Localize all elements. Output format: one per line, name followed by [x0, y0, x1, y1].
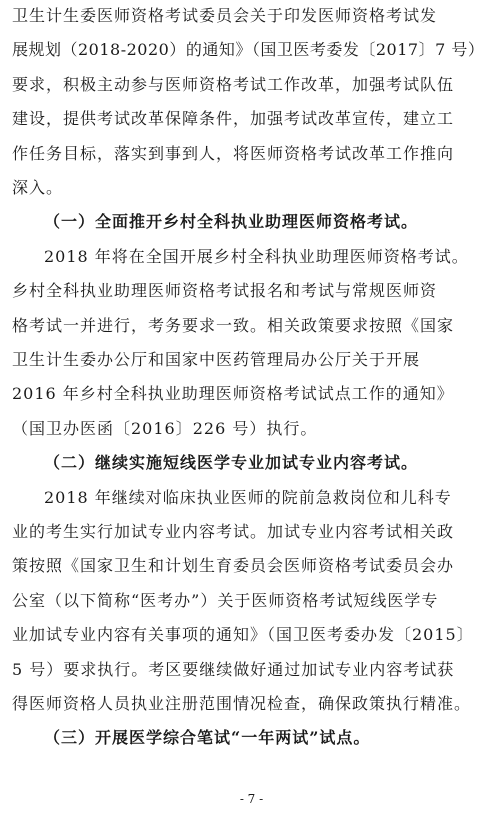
body-text-line: 展规划（2018-2020）的通知》（国卫医考委发〔2017〕7 号）	[12, 40, 485, 59]
body-text-line: 业加试专业内容有关事项的通知》（国卫医考委办发〔2015〕	[12, 625, 474, 644]
section-heading-2: （二）继续实施短线医学专业加试专业内容考试。	[44, 453, 419, 472]
body-text-line: 乡村全科执业助理医师资格考试报名和考试与常规医师资	[12, 281, 438, 300]
body-text-line: 策按照《国家卫生和计划生育委员会医师资格考试委员会办	[12, 556, 455, 575]
section-heading-1: （一）全面推开乡村全科执业助理医师资格考试。	[44, 212, 419, 231]
body-text-line: 深入。	[12, 178, 64, 197]
body-text-line: 得医师资格人员执业注册范围情况检查，确保政策执行精准。	[12, 694, 472, 713]
body-text-line: 作任务目标，落实到事到人，将医师资格考试改革工作推向	[12, 144, 455, 163]
body-text-line: （国卫办医函〔2016〕226 号）执行。	[12, 419, 318, 438]
page-number: - 7 -	[239, 792, 264, 806]
body-text-line: 2018 年继续对临床执业医师的院前急救岗位和儿科专	[44, 488, 452, 507]
body-text-line: 要求，积极主动参与医师资格考试工作改革，加强考试队伍	[12, 75, 455, 94]
body-text-line: 卫生计生委医师资格考试委员会关于印发医师资格考试发	[12, 6, 438, 25]
section-heading-3: （三）开展医学综合笔试“一年两试”试点。	[44, 728, 371, 747]
body-text-line: 建设，提供考试改革保障条件，加强考试改革宣传，建立工	[12, 109, 455, 128]
body-text-line: 2018 年将在全国开展乡村全科执业助理医师资格考试。	[44, 247, 469, 266]
body-text-line: 卫生计生委办公厅和国家中医药管理局办公厅关于开展	[12, 350, 421, 369]
body-text-line: 5 号）要求执行。考区要继续做好通过加试专业内容考试获	[12, 660, 455, 679]
body-text-line: 公室（以下简称“医考办”）关于医师资格考试短线医学专	[12, 591, 439, 610]
body-text-line: 格考试一并进行，考务要求一致。相关政策要求按照《国家	[12, 316, 455, 335]
body-text-line: 2016 年乡村全科执业助理医师资格考试试点工作的通知》	[12, 384, 454, 403]
body-text-line: 业的考生实行加试专业内容考试。加试专业内容考试相关政	[12, 522, 455, 541]
